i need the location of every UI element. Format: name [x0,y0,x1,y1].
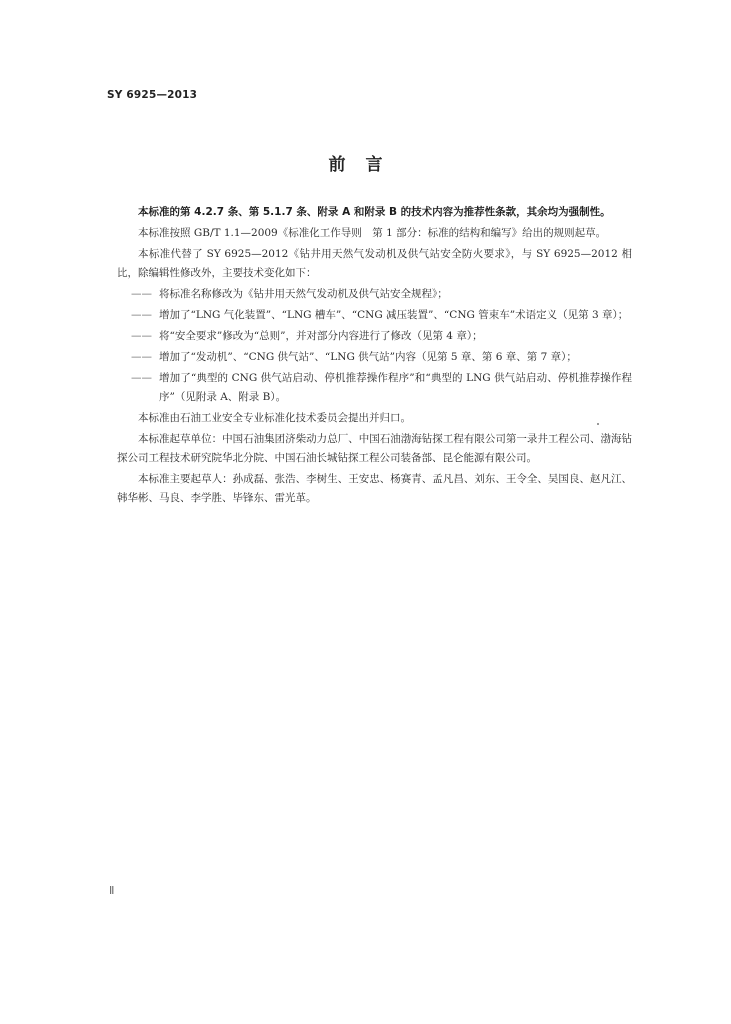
change-item [117,369,632,407]
dash-bullet: —— [131,372,152,384]
change-item [117,348,632,367]
dash-bullet: —— [131,351,152,363]
change-item-text: 增加了“发动机”、“CNG 供气站”、“LNG 供气站”内容（见第 5 章、第 6 章、第 7 章）； [159,351,577,363]
change-item-text: 将标准名称修改为《钻井用天然气发动机及供气站安全规程》； [159,288,448,300]
change-item-text: 增加了“LNG 气化装置”、“LNG 槽车”、“CNG 减压装置”、“CNG 管束车”术语定义（见第 3 章）； [159,309,629,321]
change-item-text: 将“安全要求”修改为“总则”，并对部分内容进行了修改（见第 4 章）； [159,330,483,342]
change-item [117,285,632,304]
page-number: Ⅱ [109,884,115,897]
paragraph-replacement: 本标准代替了 SY 6925—2012《钻井用天然气发动机及供气站安全防火要求》，与 SY 6925—2012 相比，除编辑性修改外，主要技术变化如下： [117,248,632,279]
paragraph-proposed-by: 本标准由石油工业安全专业标准化技术委员会提出并归口。 [138,412,411,424]
paragraph-drafting-rules: 本标准按照 GB/T 1.1—2009《标准化工作导则 第 1 部分：标准的结构和编写》给出的规则起草。 [138,227,607,239]
foreword-body [117,203,632,510]
change-item [117,306,632,325]
dash-bullet: —— [131,309,152,321]
scan-speck [597,423,599,425]
dash-bullet: —— [131,330,152,342]
paragraph-recommended-clauses: 本标准的第 4.2.7 条、第 5.1.7 条、附录 A 和附录 B 的技术内容为推荐性条款，其余均为强制性。 [138,206,611,218]
dash-bullet: —— [131,288,152,300]
change-item [117,327,632,346]
standard-code: SY 6925—2013 [107,89,198,101]
paragraph-drafting-units: 本标准起草单位：中国石油集团济柴动力总厂、中国石油渤海钻探工程有限公司第一录井工程公司、渤海钻探公司工程技术研究院华北分院、中国石油长城钻探工程公司装备部、昆仑能源有限公司。 [117,433,632,464]
change-item-text: 增加了“典型的 CNG 供气站启动、停机推荐操作程序”和“典型的 LNG 供气站启动、停机推荐操作程序”（见附录 A、附录 B）。 [159,372,632,403]
paragraph-drafters: 本标准主要起草人：孙成磊、张浩、李树生、王安忠、杨赛青、孟凡昌、刘东、王令全、吴国良、赵凡江、韩华彬、马良、李学胜、毕锋东、雷光革。 [117,473,632,504]
page-title: 前言 [328,155,403,175]
